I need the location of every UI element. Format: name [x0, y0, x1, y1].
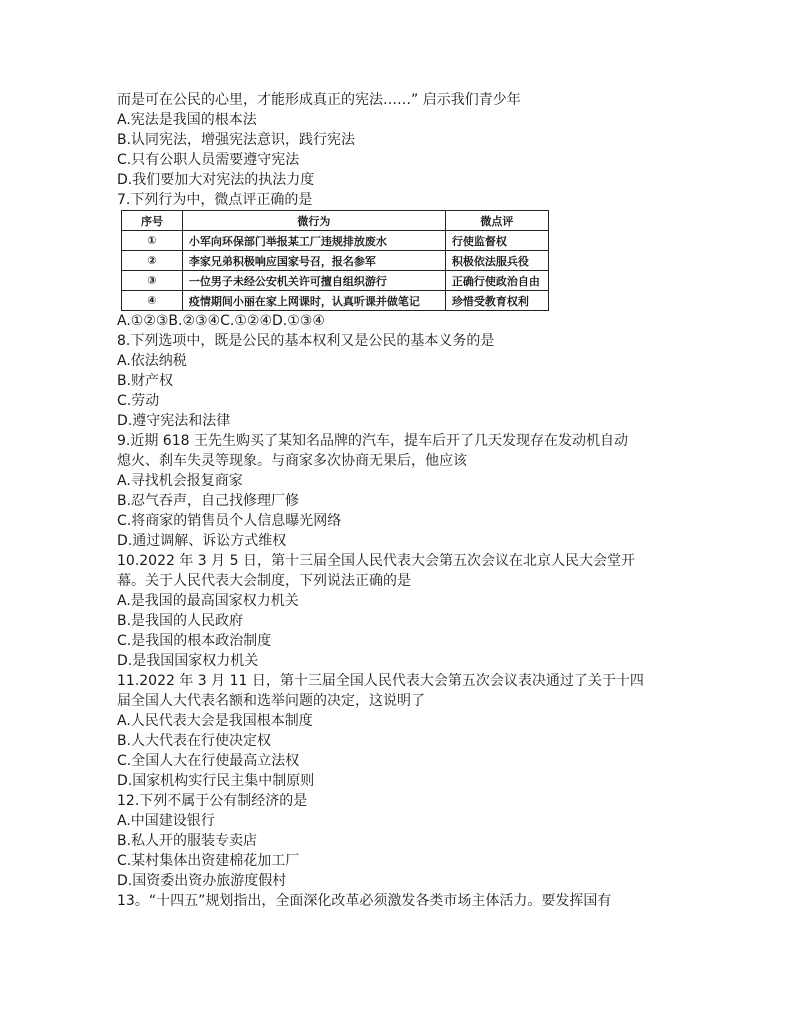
- q8-option-a: A.依法纳税: [117, 353, 187, 369]
- q8-option-b: B.财产权: [117, 373, 174, 389]
- row-comment: 正确行使政治自由: [445, 271, 548, 291]
- q11-option-b: B.人大代表在行使决定权: [117, 733, 272, 749]
- table-row: [122, 251, 549, 271]
- q7-header-behavior: 微行为: [182, 211, 445, 231]
- q10-option-a: A.是我国的最高国家权力机关: [117, 593, 299, 609]
- row-number: ④: [122, 291, 183, 311]
- q8-option-c: C.劳动: [117, 393, 160, 409]
- row-behavior: 一位男子未经公安机关许可擅自组织游行: [182, 271, 445, 291]
- q9-option-a: A.寻找机会报复商家: [117, 473, 243, 489]
- q7-header-number: 序号: [122, 211, 183, 231]
- q6-option-d: D.我们要加大对宪法的执法力度: [117, 172, 315, 188]
- q7-table: [121, 210, 549, 311]
- row-number: ③: [122, 271, 183, 291]
- q7-answers: A.①②③B.②③④C.①②④D.①③④: [117, 313, 325, 329]
- q10-option-c: C.是我国的根本政治制度: [117, 633, 272, 649]
- q12-option-a: A.中国建设银行: [117, 813, 215, 829]
- q11-option-d: D.国家机构实行民主集中制原则: [117, 773, 315, 789]
- q12-option-c: C.某村集体出资建棉花加工厂: [117, 853, 300, 869]
- row-comment: 行使监督权: [445, 231, 548, 251]
- row-comment: 积极依法服兵役: [445, 251, 548, 271]
- q11-option-c: C.全国人大在行使最高立法权: [117, 753, 300, 769]
- q9-stem-line1: 9.近期 618 王先生购买了某知名品牌的汽车，提车后开了几天发现存在发动机自动: [117, 433, 628, 449]
- q12-option-b: B.私人开的服装专卖店: [117, 833, 258, 849]
- q7-table-header: [122, 211, 549, 231]
- row-number: ②: [122, 251, 183, 271]
- q9-option-b: B.忍气吞声，自己找修理厂修: [117, 493, 300, 509]
- table-row: [122, 231, 549, 251]
- q10-option-b: B.是我国的人民政府: [117, 613, 244, 629]
- row-behavior: 小军向环保部门举报某工厂违规排放废水: [182, 231, 445, 251]
- table-row: [122, 271, 549, 291]
- q9-stem-line2: 熄火、刹车失灵等现象。与商家多次协商无果后，他应该: [117, 453, 467, 469]
- q9-option-d: D.通过调解、诉讼方式维权: [117, 533, 287, 549]
- q8-stem: 8.下列选项中，既是公民的基本权利又是公民的基本义务的是: [117, 333, 495, 349]
- q10-stem-line2: 幕。关于人民代表大会制度，下列说法正确的是: [117, 573, 411, 589]
- q6-option-a: A.宪法是我国的根本法: [117, 112, 257, 128]
- page-content: [117, 90, 682, 911]
- q10-stem-line1: 10.2022 年 3 月 5 日，第十三届全国人民代表大会第五次会议在北京人民大会堂开: [117, 553, 635, 569]
- q12-stem: 12.下列不属于公有制经济的是: [117, 793, 308, 809]
- q9-option-c: C.将商家的销售员个人信息曝光网络: [117, 513, 342, 529]
- q10-option-d: D.是我国国家权力机关: [117, 653, 259, 669]
- row-comment: 珍惜受教育权利: [445, 291, 548, 311]
- table-row: [122, 291, 549, 311]
- q7-stem: 7.下列行为中，微点评正确的是: [117, 192, 313, 208]
- q8-option-d: D.遵守宪法和法律: [117, 413, 231, 429]
- q13-stem: 13。“十四五”规划指出，全面深化改革必须激发各类市场主体活力。要发挥国有: [117, 893, 612, 909]
- q11-stem-line2: 届全国人大代表名额和选举问题的决定，这说明了: [117, 693, 425, 709]
- q7-header-comment: 微点评: [445, 211, 548, 231]
- q6-option-c: C.只有公职人员需要遵守宪法: [117, 152, 300, 168]
- row-behavior: 疫情期间小丽在家上网课时，认真听课并做笔记: [182, 291, 445, 311]
- row-behavior: 李家兄弟积极响应国家号召，报名参军: [182, 251, 445, 271]
- q12-option-d: D.国资委出资办旅游度假村: [117, 873, 287, 889]
- q11-stem-line1: 11.2022 年 3 月 11 日，第十三届全国人民代表大会第五次会议表决通过了关于十四: [117, 673, 644, 689]
- q11-option-a: A.人民代表大会是我国根本制度: [117, 713, 313, 729]
- row-number: ①: [122, 231, 183, 251]
- q6-continuation: 而是可在公民的心里，才能形成真正的宪法……” 启示我们青少年: [117, 92, 521, 108]
- q6-option-b: B.认同宪法，增强宪法意识，践行宪法: [117, 132, 356, 148]
